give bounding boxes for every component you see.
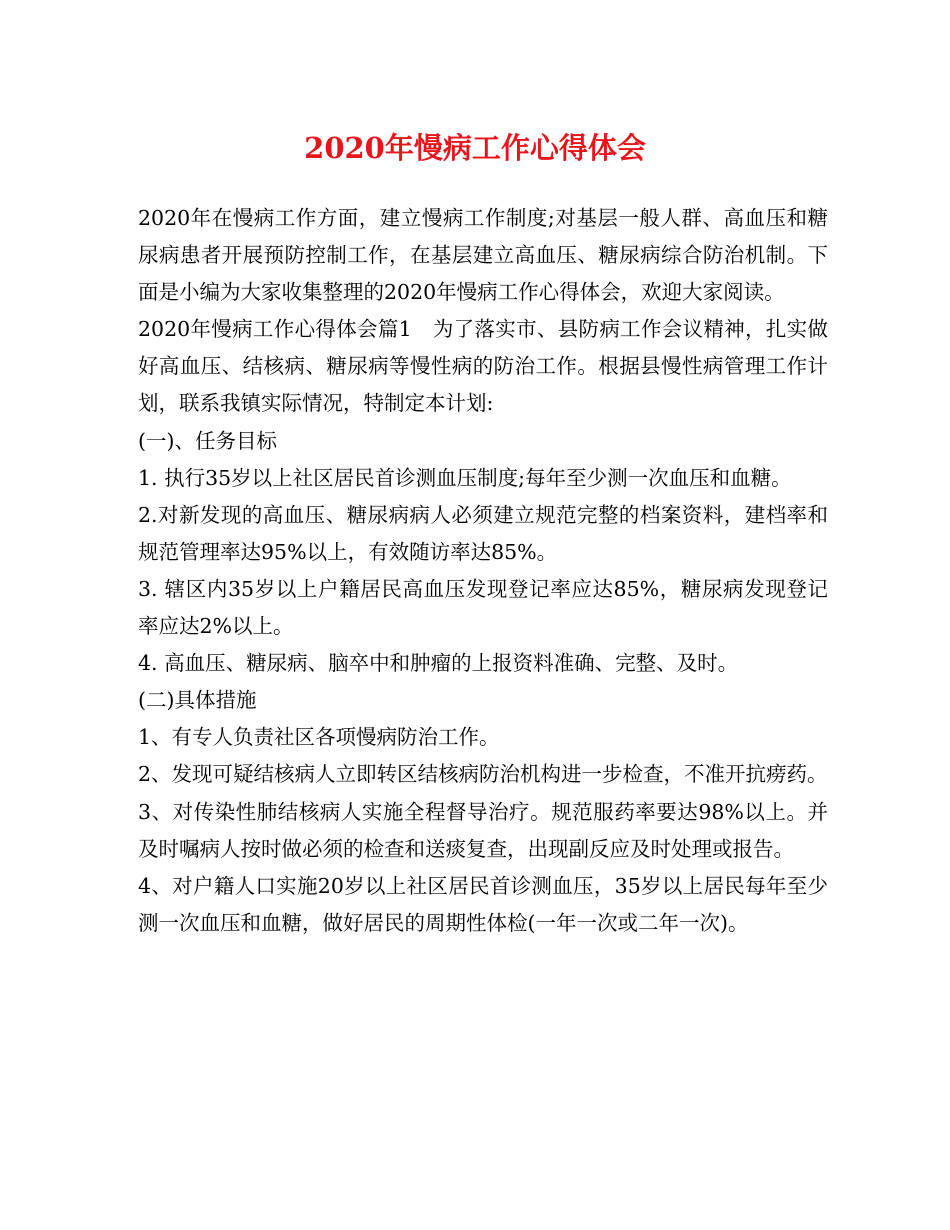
document-body [138,200,828,942]
heading-specific-measures: (二)具体措施 [138,688,257,713]
intro-paragraph: 2020年在慢病工作方面，建立慢病工作制度;对基层一般人群、高血压和糖尿病患者开展预防控制工作，在基层建立高血压、糖尿病综合防治机制。下面是小编为大家收集整理的2020年慢病工作心得体会，欢迎大家阅读。 [138,206,828,305]
document-title: 2020年慢病工作心得体会 [304,131,646,165]
measure-item-3: 3、对传染性肺结核病人实施全程督导治疗。规范服药率要达98%以上。并及时嘱病人按时做必须的检查和送痰复查，出现副反应及时处理或报告。 [138,799,828,861]
measure-item-4: 4、对户籍人口实施20岁以上社区居民首诊测血压，35岁以上居民每年至少测一次血压和血糖，做好居民的周期性体检(一年一次或二年一次)。 [138,873,828,935]
goal-item-2: 2.对新发现的高血压、糖尿病病人必须建立规范完整的档案资料，建档率和规范管理率达95%以上，有效随访率达85%。 [138,502,828,564]
goal-item-1: 1. 执行35岁以上社区居民首诊测血压制度;每年至少测一次血压和血糖。 [138,465,792,490]
measure-item-2: 2、发现可疑结核病人立即转区结核病防治机构进一步检查，不准开抗痨药。 [138,762,828,787]
goal-item-3: 3. 辖区内35岁以上户籍居民高血压发现登记率应达85%，糖尿病发现登记率应达2%以上。 [138,576,828,639]
heading-task-goals: (一)、任务目标 [138,428,277,453]
goal-item-4: 4. 高血压、糖尿病、脑卒中和肿瘤的上报资料准确、完整、及时。 [138,651,739,676]
section-intro-paragraph: 2020年慢病工作心得体会篇1 为了落实市、县防病工作会议精神，扎实做好高血压、结核病、糖尿病等慢性病的防治工作。根据县慢性病管理工作计划，联系我镇实际情况，特制定本计划: [138,317,828,416]
measure-item-1: 1、有专人负责社区各项慢病防治工作。 [138,725,500,750]
